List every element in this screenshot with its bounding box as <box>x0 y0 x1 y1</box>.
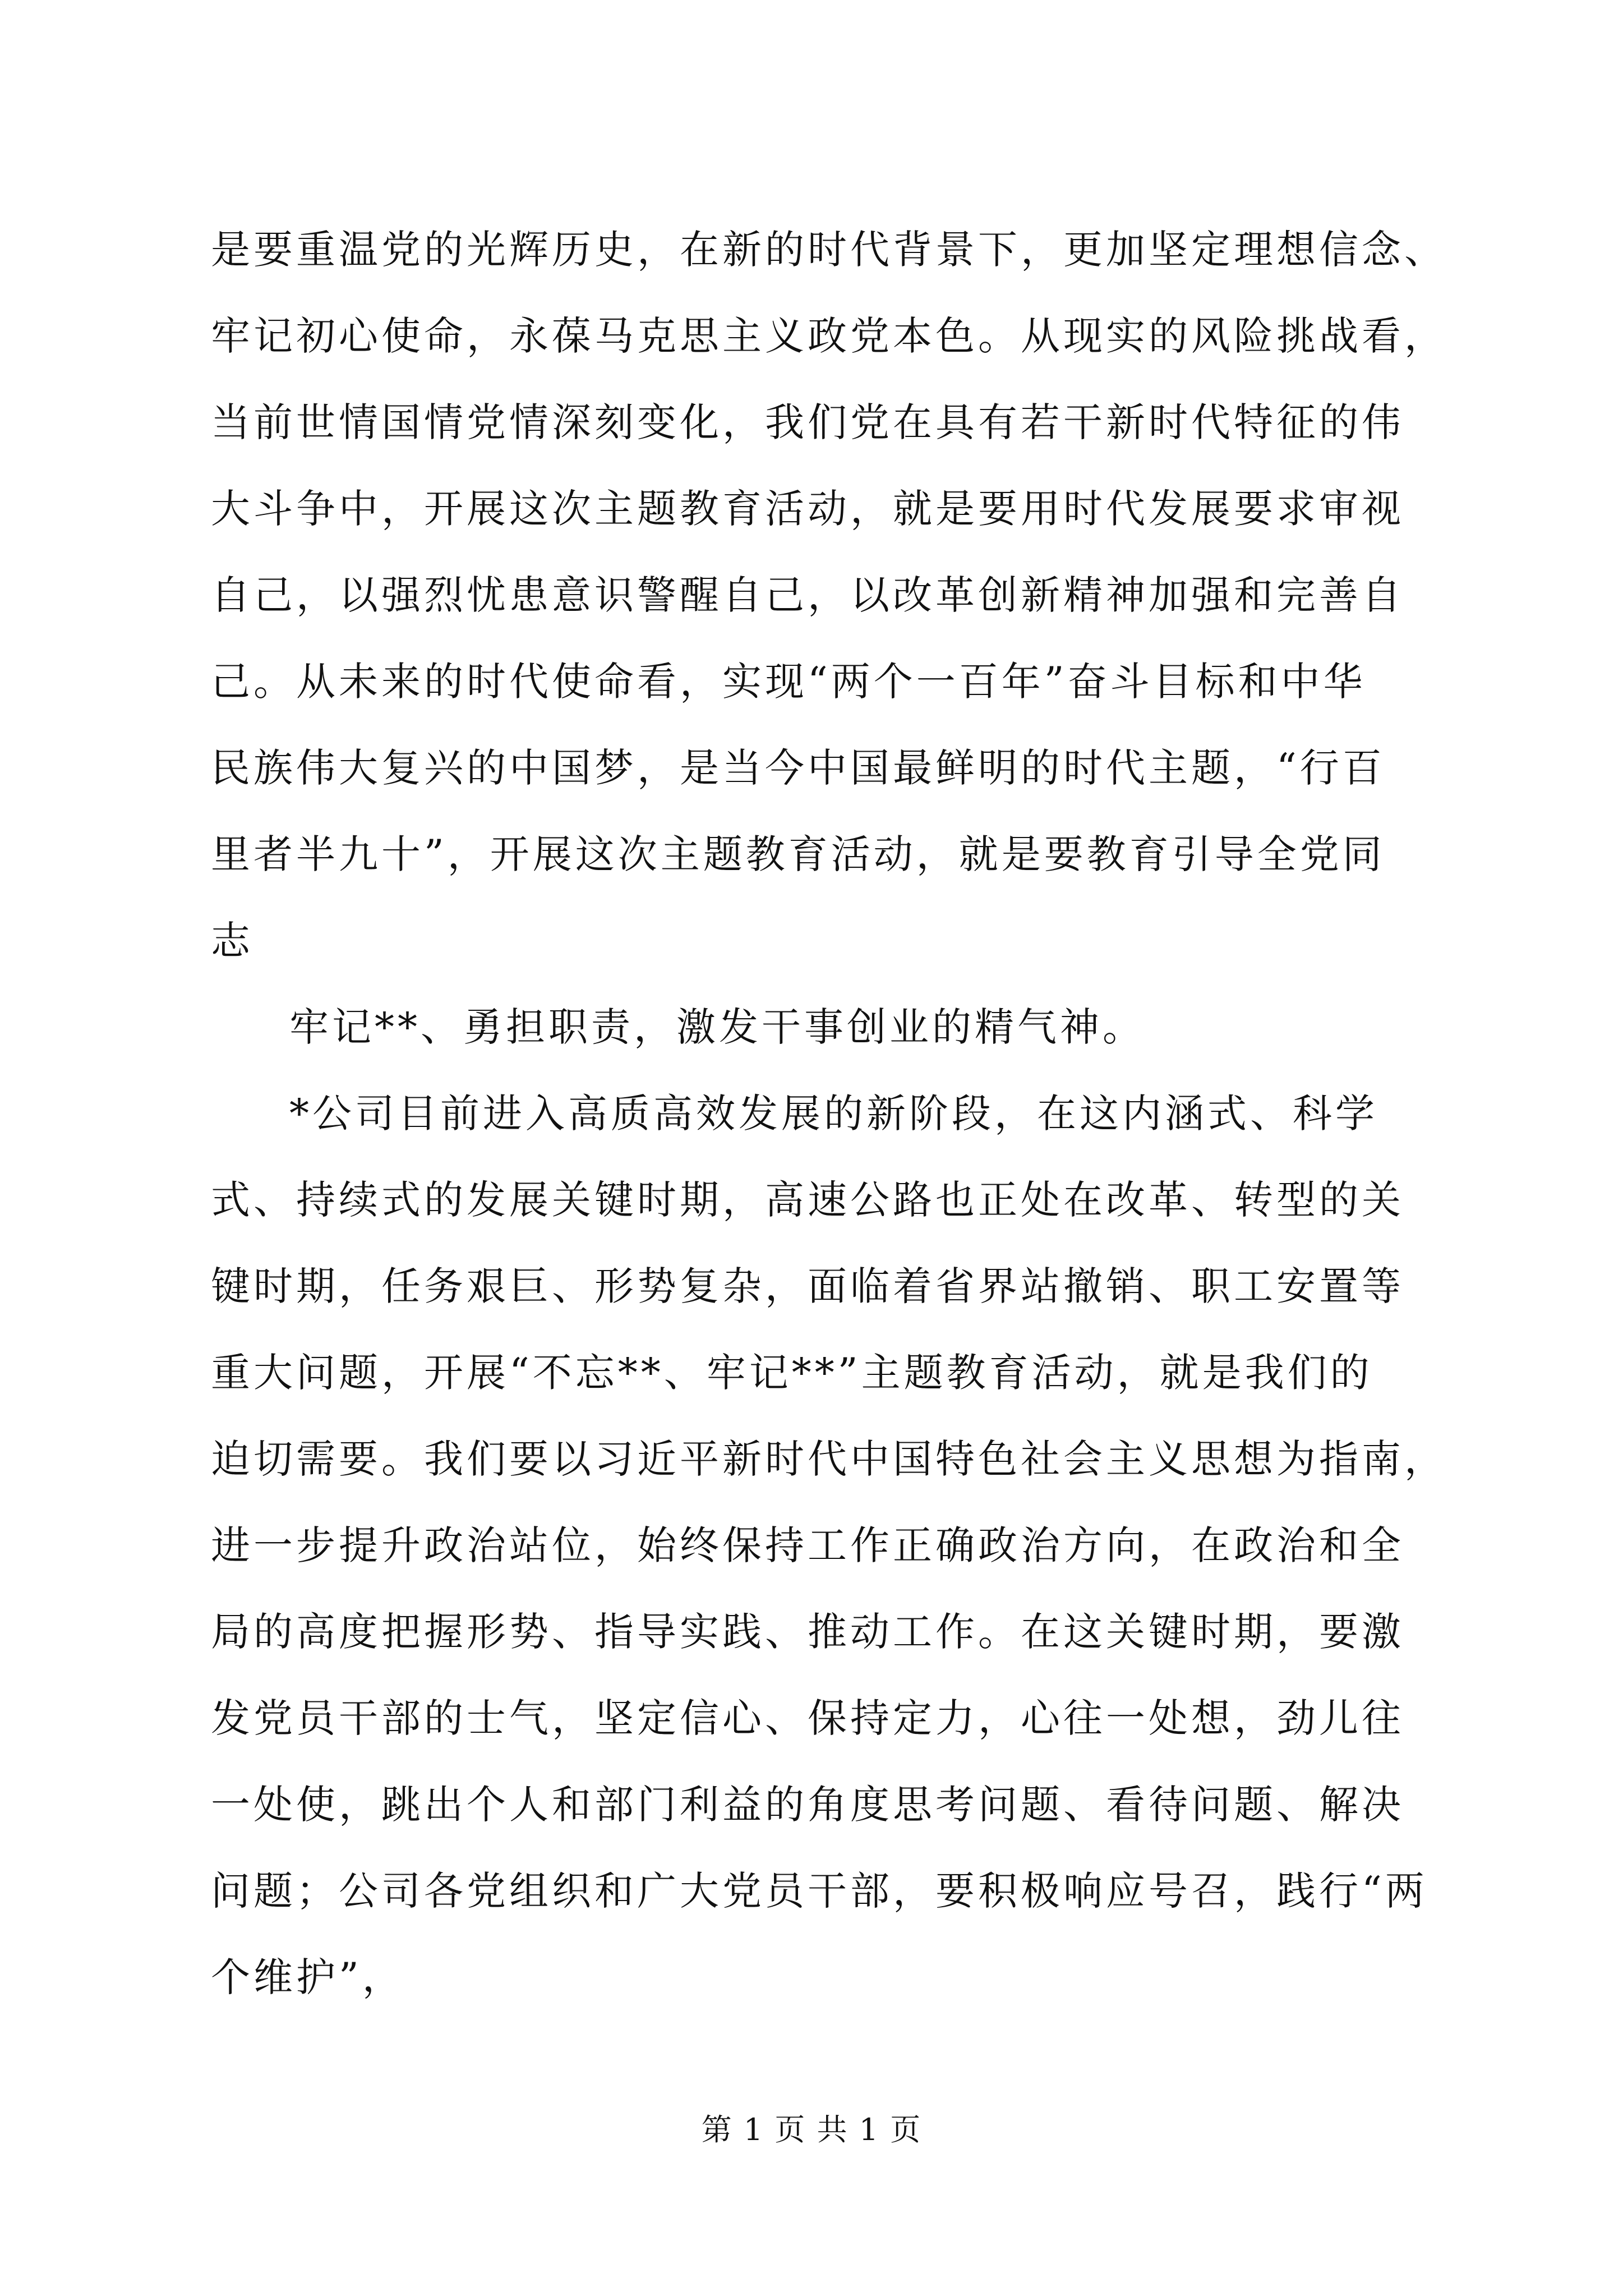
text-line: 志 <box>211 918 253 964</box>
text-line: 进一步提升政治站位，始终保持工作正确政治方向，在政治和全 <box>211 1522 1404 1568</box>
text-line: 式、持续式的发展关键时期，高速公路也正处在改革、转型的关 <box>211 1177 1404 1223</box>
paragraph-3 <box>211 1070 1447 2021</box>
text-line: 己。从未来的时代使命看，实现“两个一百年”奋斗目标和中华 <box>211 659 1366 705</box>
text-line: 民族伟大复兴的中国梦，是当今中国最鲜明的时代主题，“行百 <box>211 745 1385 791</box>
text-line: 自己，以强烈忧患意识警醒自己，以改革创新精神加强和完善自 <box>211 572 1404 618</box>
text-line: 里者半九十”，开展这次主题教育活动，就是要教育引导全党同 <box>211 831 1385 877</box>
text-line: 大斗争中，开展这次主题教育活动，就是要用时代发展要求审视 <box>211 486 1404 532</box>
text-line: 牢记初心使命，永葆马克思主义政党本色。从现实的风险挑战看， <box>211 313 1447 359</box>
text-line: 迫切需要。我们要以习近平新时代中国特色社会主义思想为指南， <box>211 1436 1447 1482</box>
document-body <box>211 206 1447 2021</box>
paragraph-2 <box>211 984 1417 1070</box>
text-line: 是要重温党的光辉历史，在新的时代背景下，更加坚定理想信念、 <box>211 227 1447 273</box>
text-line: 个维护”， <box>211 1954 405 2000</box>
text-line: 发党员干部的士气，坚定信心、保持定力，心往一处想，劲儿往 <box>211 1695 1404 1741</box>
text-line: 一处使，跳出个人和部门利益的角度思考问题、看待问题、解决 <box>211 1782 1404 1828</box>
text-line: 重大问题，开展“不忘**、牢记**”主题教育活动，就是我们的 <box>211 1350 1373 1396</box>
page-footer: 第 1 页 共 1 页 <box>701 2112 922 2147</box>
text-line: *公司目前进入高质高效发展的新阶段，在这内涵式、科学 <box>289 1091 1378 1137</box>
text-line: 问题；公司各党组织和广大党员干部，要积极响应号召，践行“两 <box>211 1868 1428 1914</box>
paragraph-1 <box>211 206 1447 984</box>
text-line: 局的高度把握形势、指导实践、推动工作。在这关键时期，要激 <box>211 1609 1404 1655</box>
text-line: 键时期，任务艰巨、形势复杂，面临着省界站撤销、职工安置等 <box>211 1263 1404 1309</box>
text-line: 牢记**、勇担职责，激发干事创业的精气神。 <box>289 1004 1145 1050</box>
text-line: 当前世情国情党情深刻变化，我们党在具有若干新时代特征的伟 <box>211 399 1404 445</box>
